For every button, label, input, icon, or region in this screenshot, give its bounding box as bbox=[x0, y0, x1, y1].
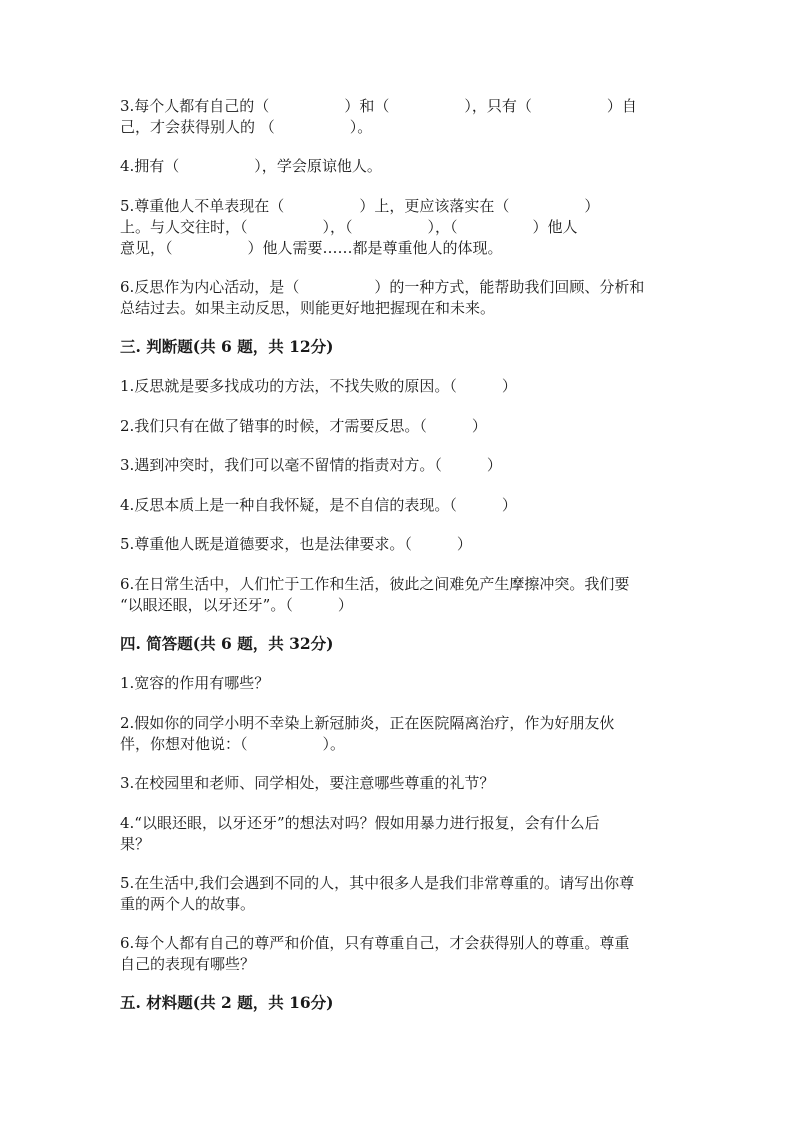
sa-q6-line1: 6.每个人都有自己的尊严和价值，只有尊重自己，才会获得别人的尊重。尊重 bbox=[120, 934, 630, 952]
tf-q6-line2: “以眼还眼，以牙还牙”。（ ） bbox=[120, 596, 353, 614]
section3-title: 三. 判断题(共 6 题，共 12分) bbox=[120, 337, 334, 356]
sa-q5-line2: 重的两个人的故事。 bbox=[120, 895, 256, 913]
fill-in-q6-line2: 总结过去。如果主动反思，则能更好地把握现在和未来。 bbox=[120, 299, 496, 317]
tf-q3: 3.遇到冲突时，我们可以毫不留情的指责对方。（ ） bbox=[120, 456, 502, 474]
tf-q4: 4.反思本质上是一种自我怀疑，是不自信的表现。（ ） bbox=[120, 496, 517, 514]
section5-title: 五. 材料题(共 2 题，共 16分) bbox=[120, 993, 334, 1012]
sa-q5-line1: 5.在生活中,我们会遇到不同的人，其中很多人是我们非常尊重的。请写出你尊 bbox=[120, 874, 635, 892]
fill-in-q5-line2: 上。与人交往时，（ ），（ ），（ ）他人 bbox=[120, 218, 578, 236]
tf-q1: 1.反思就是要多找成功的方法，不找失败的原因。（ ） bbox=[120, 377, 517, 395]
sa-q2-line2: 伴，你想对他说：（ ）。 bbox=[120, 735, 346, 753]
sa-q4-line1: 4.“以眼还眼，以牙还牙”的想法对吗？假如用暴力进行报复，会有什么后 bbox=[120, 814, 600, 832]
sa-q3: 3.在校园里和老师、同学相处，要注意哪些尊重的礼节？ bbox=[120, 774, 495, 792]
sa-q2-line1: 2.假如你的同学小明不幸染上新冠肺炎，正在医院隔离治疗，作为好朋友伙 bbox=[120, 714, 615, 732]
fill-in-q5-line1: 5.尊重他人不单表现在（ ）上，更应该落实在（ ） bbox=[120, 197, 600, 215]
sa-q1: 1.宽容的作用有哪些？ bbox=[120, 674, 270, 692]
fill-in-q6-line1: 6.反思作为内心活动，是（ ）的一种方式，能帮助我们回顾、分析和 bbox=[120, 278, 645, 296]
fill-in-q3-line2: 己，才会获得别人的 （ ）。 bbox=[120, 118, 373, 136]
tf-q2: 2.我们只有在做了错事的时候，才需要反思。（ ） bbox=[120, 417, 487, 435]
fill-in-q5-line3: 意见，（ ）他人需要……都是尊重他人的体现。 bbox=[120, 239, 503, 257]
tf-q5: 5.尊重他人既是道德要求，也是法律要求。（ ） bbox=[120, 535, 472, 553]
fill-in-q3-line1: 3.每个人都有自己的（ ）和（ ），只有（ ）自 bbox=[120, 97, 637, 115]
tf-q6-line1: 6.在日常生活中，人们忙于工作和生活，彼此之间难免产生摩擦冲突。我们要 bbox=[120, 575, 630, 593]
fill-in-q4-line1: 4.拥有（ ），学会原谅他人。 bbox=[120, 157, 382, 175]
sa-q6-line2: 自己的表现有哪些？ bbox=[120, 955, 256, 973]
section4-title: 四. 简答题(共 6 题，共 32分) bbox=[120, 634, 334, 653]
sa-q4-line2: 果？ bbox=[120, 835, 151, 853]
